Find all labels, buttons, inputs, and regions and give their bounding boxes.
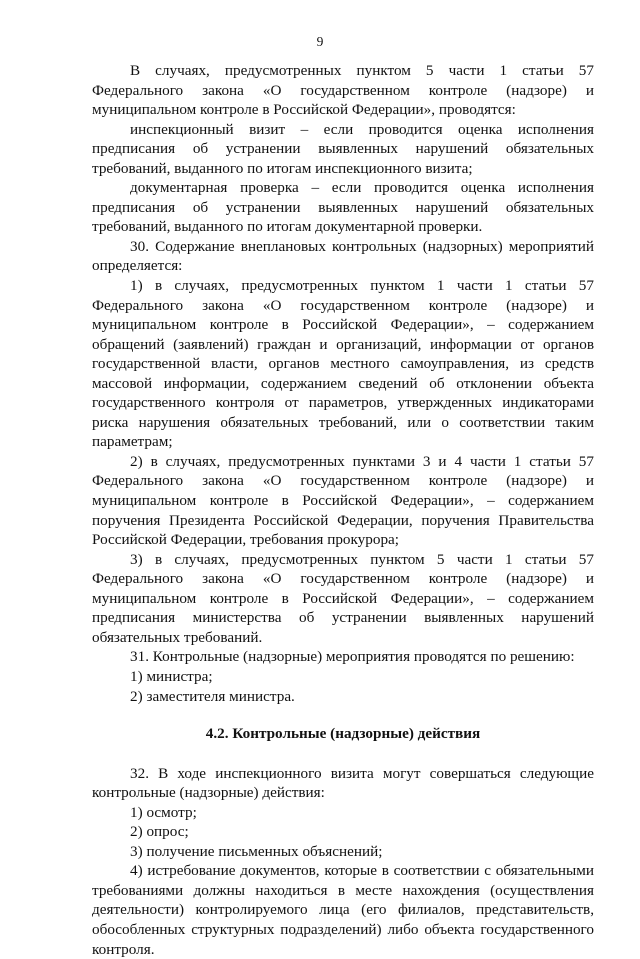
paragraph-32-item-4: 4) истребование документов, которые в соответствии с обязательными требованиями должны находиться в месте нахождения (осуществления деятельности) контролируемого лица (его филиалов, представительств, обособленных структурных подразделений) либо объекта государственного контроля. [92, 862, 594, 958]
section-heading: 4.2. Контрольные (надзорные) действия [205, 725, 481, 743]
page-number: 9 [316, 34, 324, 49]
paragraph-31-item-2: 2) заместителя министра. [130, 687, 295, 705]
paragraph-cases-item5: В случаях, предусмотренных пунктом 5 части 1 статьи 57 Федерального закона «О государственном контроле (надзоре) и муниципальном контроле в Российской Федерации», проводятся: [92, 62, 594, 119]
paragraph-documentary-check: документарная проверка – если проводится оценка исполнения предписания об устранении выявленных нарушений обязательных требований, выданного по итогам документарной проверки. [92, 179, 594, 236]
paragraph-30-item-1: 1) в случаях, предусмотренных пунктом 1 части 1 статьи 57 Федерального закона «О государственном контроле (надзоре) и муниципальном контроле в Российской Федерации», – содержанием обращений (заявлений) граждан и организаций, информации от органов государственной власти, органов местного самоуправления, из средств массовой информации, содержанием сведений об отклонении объекта государственного контроля от параметров, утвержденных индикаторами риска нарушения обязательных требований, или о соответствии таким параметрам; [92, 277, 594, 451]
paragraph-inspection-visit: инспекционный визит – если проводится оценка исполнения предписания об устранении выявленных нарушений обязательных требований, выданного по итогам инспекционного визита; [92, 120, 594, 177]
paragraph-32-item-1: 1) осмотр; [130, 803, 197, 821]
paragraph-30: 30. Содержание внеплановых контрольных (надзорных) мероприятий определяется: [92, 237, 594, 275]
paragraph-30-item-2: 2) в случаях, предусмотренных пунктами 3 и 4 части 1 статьи 57 Федерального закона «О государственном контроле (надзоре) и муниципальном контроле в Российской Федерации», – содержанием поручения Президента Российской Федерации, поручения Правительства Российской Федерации, требования прокурора; [92, 452, 594, 549]
paragraph-31: 31. Контрольные (надзорные) мероприятия проводятся по решению: [130, 648, 575, 666]
paragraph-30-item-3: 3) в случаях, предусмотренных пунктом 5 части 1 статьи 57 Федерального закона «О государственном контроле (надзоре) и муниципальном контроле в Российской Федерации», – содержанием предписания министерства об устранении выявленных нарушений обязательных требований. [92, 550, 594, 646]
document-body [92, 61, 594, 959]
paragraph-32-item-3: 3) получение письменных объяснений; [130, 842, 383, 860]
paragraph-32-item-2: 2) опрос; [130, 823, 189, 841]
paragraph-32: 32. В ходе инспекционного визита могут совершаться следующие контрольные (надзорные) действия: [92, 764, 594, 802]
paragraph-31-item-1: 1) министра; [130, 667, 213, 685]
